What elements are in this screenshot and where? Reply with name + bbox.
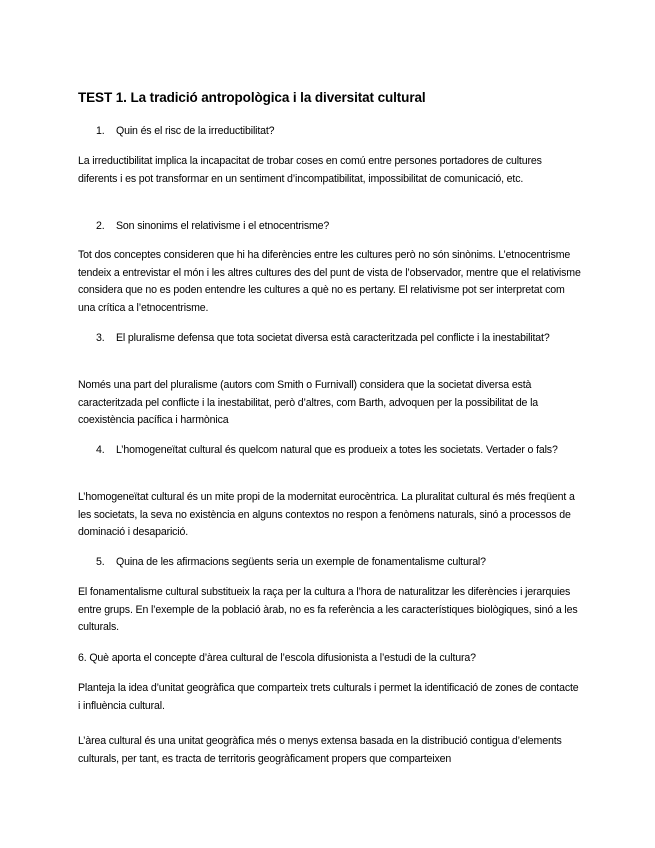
question-1 — [96, 122, 586, 140]
question-text: Son sinonims el relativisme i el etnocentrisme? — [116, 220, 330, 232]
question-4 — [96, 441, 586, 459]
question-text: Quina de les afirmacions següents seria un exemple de fonamentalisme cultural? — [116, 556, 486, 568]
question-number: 5. — [96, 556, 105, 568]
question-number: 1. — [96, 125, 105, 137]
answer-5: El fonamentalisme cultural substitueix la raça per la cultura a l’hora de naturalitzar les diferències i jerarquies entre grups. En l’exemple de la població àrab, no es fa referència a les característiques biològiques, sinó a les culturals. — [78, 586, 578, 634]
question-text: El pluralisme defensa que tota societat diversa està caracteritzada pel conflicte i la inestabilitat? — [116, 332, 550, 344]
question-text: Quin és el risc de la irreductibilitat? — [116, 125, 275, 137]
question-number: 4. — [96, 444, 105, 456]
document-title: TEST 1. La tradició antropològica i la diversitat cultural — [78, 90, 426, 105]
question-number: 2. — [96, 220, 105, 232]
question-5 — [96, 553, 586, 571]
answer-6-extra: L’àrea cultural és una unitat geogràfica més o menys extensa basada en la distribució contigua d’elements culturals, per tant, es tracta de territoris geogràficament propers que comparteixen — [78, 735, 562, 765]
answer-4: L’homogeneïtat cultural és un mite propi de la modernitat eurocèntrica. La pluralitat cultural és més freqüent a les societats, la seva no existència en alguns contextos no respon a fenòmens naturals, sinó a processos de dominació i desaparició. — [78, 491, 575, 539]
answer-2: Tot dos conceptes consideren que hi ha diferències entre les cultures però no són sinònims. L’etnocentrisme tendeix a entrevistar el món i les altres cultures des del punt de vista de l’observador, mentre que el relativisme considera que no es poden entendre les cultures a què no es pertany. El relativisme pot ser interpretat com una crítica a l’etnocentrisme. — [78, 249, 581, 314]
answer-6: Planteja la idea d’unitat geogràfica que comparteix trets culturals i permet la identificació de zones de contacte i influència cultural. — [78, 682, 579, 712]
question-2 — [96, 217, 586, 235]
question-3 — [96, 329, 586, 347]
question-text: L’homogeneïtat cultural és quelcom natural que es produeix a totes les societats. Vertader o fals? — [116, 444, 558, 456]
question-number: 3. — [96, 332, 105, 344]
answer-3: Només una part del pluralisme (autors com Smith o Furnivall) considera que la societat diversa està caracteritzada pel conflicte i la inestabilitat, però d’altres, com Barth, advoquen per la possibilitat de la coexistència pacífica i harmònica — [78, 379, 539, 427]
answer-1: La irreductibilitat implica la incapacitat de trobar coses en comú entre persones portadores de cultures diferents i es pot transformar en un sentiment d’incompatibilitat, impossibilitat de comunicació, etc. — [78, 155, 542, 185]
question-6: 6. Què aporta el concepte d’àrea cultural de l’escola difusionista a l’estudi de la cultura? — [78, 652, 476, 664]
